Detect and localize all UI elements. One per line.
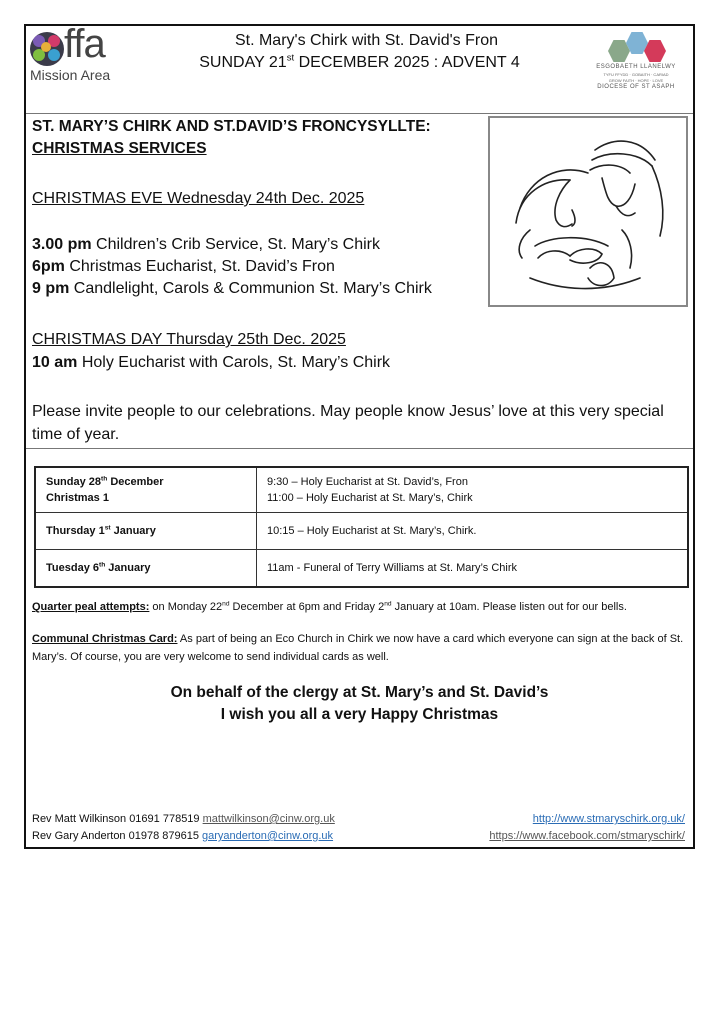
title-line-2: SUNDAY 21st DECEMBER 2025 : ADVENT 4 [199,52,520,71]
contact-gary: Rev Gary Anderton 01978 879615 garyanderton@cinw.org.uk [32,830,334,842]
web-links [489,811,685,845]
contacts [32,811,335,845]
nativity-drawing-icon [490,118,686,305]
section-heading: ST. MARY’S CHIRK AND ST.DAVID’S FRONCYSYLLTE: CHRISTMAS SERVICES [32,118,431,157]
logo-subtext: Mission Area [30,67,111,83]
service-item: 9 pm Candlelight, Carols & Communion St. Mary’s Chirk [32,280,432,297]
quarter-peal-notice: Quarter peal attempts: on Monday 22nd December at 6pm and Friday 2nd January at 10am. Please listen out for our bells. [32,600,627,613]
service-item: 3.00 pm Children’s Crib Service, St. Mary’s Chirk [32,236,380,253]
service-item: 10 am Holy Eucharist with Carols, St. Mary’s Chirk [32,354,391,371]
logo-text: ffa [64,22,105,66]
email-link-gary[interactable]: garyanderton@cinw.org.uk [202,830,334,842]
diocese-logo: ESGOBAETH LLANELWY TYFU FFYDD · GOBAITH · CARIAD GROW FAITH · HOPE · LOVE DIOCESE OF ST ASAPH [586,30,686,96]
closing-message: On behalf of the clergy at St. Mary’s and St. David’s I wish you all a very Happy Christmas [170,684,549,723]
table-row [35,467,688,513]
christmas-day-heading: CHRISTMAS DAY Thursday 25th Dec. 2025 [32,331,346,348]
newsletter-page [24,24,695,849]
table-row [35,513,688,550]
service-item: 6pm Christmas Eucharist, St. David’s Fron [32,258,335,275]
header-divider [26,113,693,114]
christmas-eve-services [32,234,432,300]
schedule-events: 9:30 – Holy Eucharist at St. David’s, Fron 11:00 – Holy Eucharist at St. Mary’s, Chirk [257,467,689,513]
table-row [35,550,688,588]
christmas-eve-heading: CHRISTMAS EVE Wednesday 24th Dec. 2025 [32,190,365,207]
schedule-table [34,466,689,588]
nativity-image [488,116,688,307]
schedule-date: Tuesday 6th January [35,550,257,588]
christmas-card-notice: Communal Christmas Card: As part of being an Eco Church in Chirk we now have a card which everyone can sign at the back of St. Mary’s. Of course, you are very welcome to send individual cards as well. [32,633,684,663]
invite-paragraph: Please invite people to our celebrations. May people know Jesus’ love at this very special time of year. [32,403,664,443]
section-divider [26,448,693,449]
facebook-link[interactable]: https://www.facebook.com/stmaryschirk/ [489,830,685,842]
contact-matt: Rev Matt Wilkinson 01691 778519 mattwilkinson@cinw.org.uk [32,813,335,825]
schedule-events: 11am - Funeral of Terry Williams at St. Mary’s Chirk [257,550,689,588]
website-link[interactable]: http://www.stmaryschirk.org.uk/ [532,813,685,825]
schedule-date: Thursday 1st January [35,513,257,550]
title-line-1: St. Mary's Chirk with St. David's Fron [234,32,499,49]
christmas-day-services [32,352,390,374]
schedule-date: Sunday 28th December Christmas 1 [35,467,257,513]
schedule-events: 10:15 – Holy Eucharist at St. Mary’s, Chirk. [257,513,689,550]
email-link-matt[interactable]: mattwilkinson@cinw.org.uk [202,813,335,825]
